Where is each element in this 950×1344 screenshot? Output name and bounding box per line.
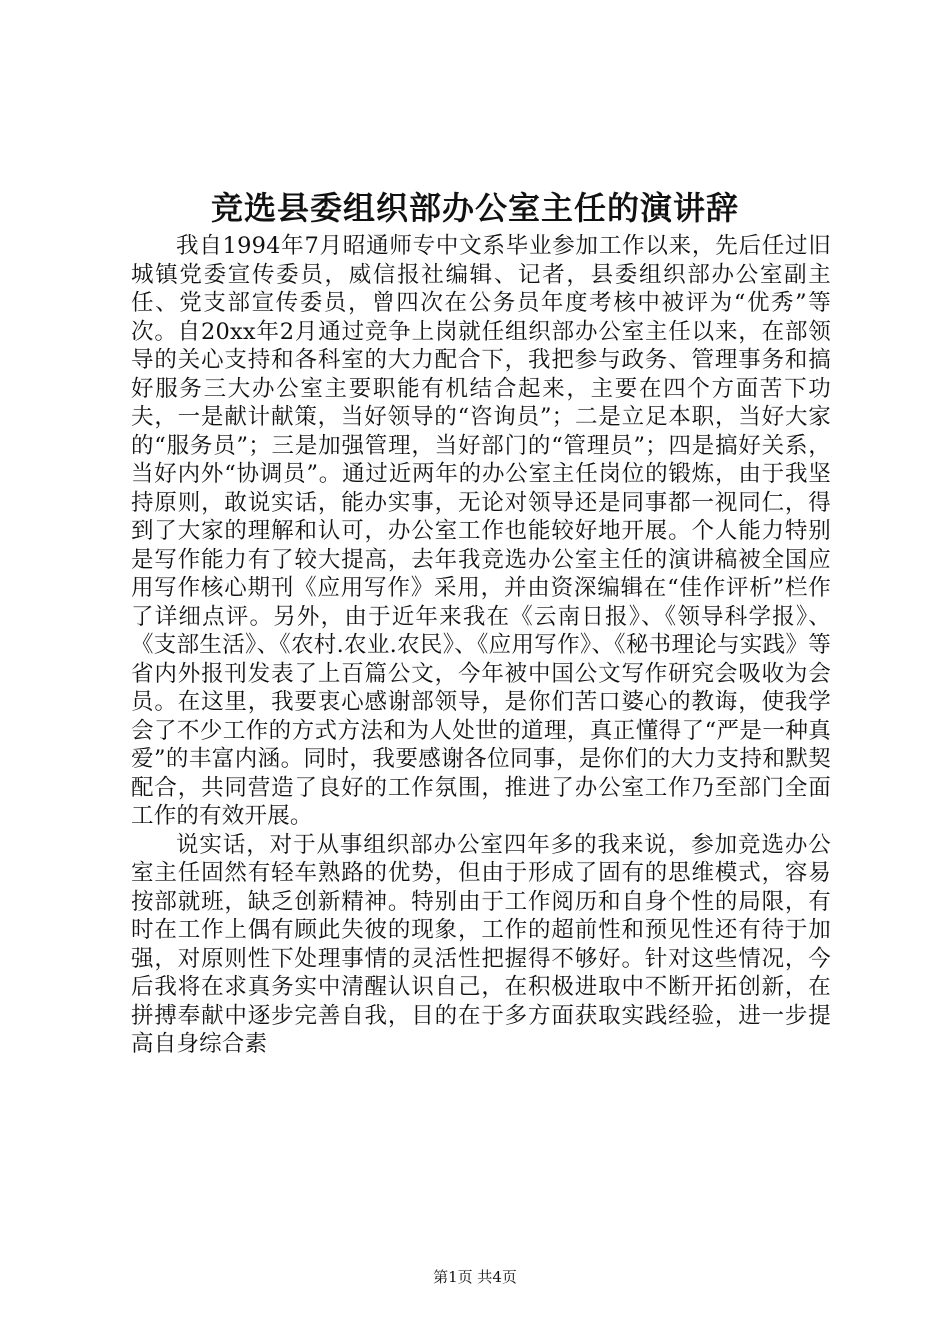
document-body bbox=[131, 232, 831, 1059]
paragraph-1: 我自1994年7月昭通师专中文系毕业参加工作以来，先后任过旧城镇党委宣传委员，威信报社编辑、记者，县委组织部办公室副主任、党支部宣传委员，曾四次在公务员年度考核中被评为“优秀”等次。自20xx年2月通过竞争上岗就任组织部办公室主任以来，在部领导的关心支持和各科室的大力配合下，我把参与政务、管理事务和搞好服务三大办公室主要职能有机结合起来，主要在四个方面苦下功夫，一是献计献策，当好领导的“咨询员”；二是立足本职，当好大家的“服务员”；三是加强管理，当好部门的“管理员”；四是搞好关系，当好内外“协调员”。通过近两年的办公室主任岗位的锻炼，由于我坚持原则，敢说实话，能办实事，无论对领导还是同事都一视同仁，得到了大家的理解和认可，办公室工作也能较好地开展。个人能力特别是写作能力有了较大提高，去年我竞选办公室主任的演讲稿被全国应用写作核心期刊《应用写作》采用，并由资深编辑在“佳作评析”栏作了详细点评。另外，由于近年来我在《云南日报》、《领导科学报》、《支部生活》、《农村.农业.农民》、《应用写作》、《秘书理论与实践》等省内外报刊发表了上百篇公文，今年被中国公文写作研究会吸收为会员。在这里，我要衷心感谢部领导，是你们苦口婆心的教诲，使我学会了不少工作的方式方法和为人处世的道理，真正懂得了“严是一种真爱”的丰富内涵。同时，我要感谢各位同事，是你们的大力支持和默契配合，共同营造了良好的工作氛围，推进了办公室工作乃至部门全面工作的有效开展。 bbox=[131, 233, 831, 829]
page-number-footer: 第1页 共4页 bbox=[433, 1268, 517, 1286]
document-title: 竞选县委组织部办公室主任的演讲辞 bbox=[210, 189, 739, 227]
paragraph-2: 说实话，对于从事组织部办公室四年多的我来说，参加竞选办公室主任固然有轻车熟路的优势，但由于形成了固有的思维模式，容易按部就班，缺乏创新精神。特别由于工作阅历和自身个性的局限，有时在工作上偶有顾此失彼的现象，工作的超前性和预见性还有待于加强，对原则性下处理事情的灵活性把握得不够好。针对这些情况，今后我将在求真务实中清醒认识自己，在积极进取中不断开拓创新，在拼搏奉献中逐步完善自我，目的在于多方面获取实践经验，进一步提高自身综合素 bbox=[131, 831, 831, 1057]
